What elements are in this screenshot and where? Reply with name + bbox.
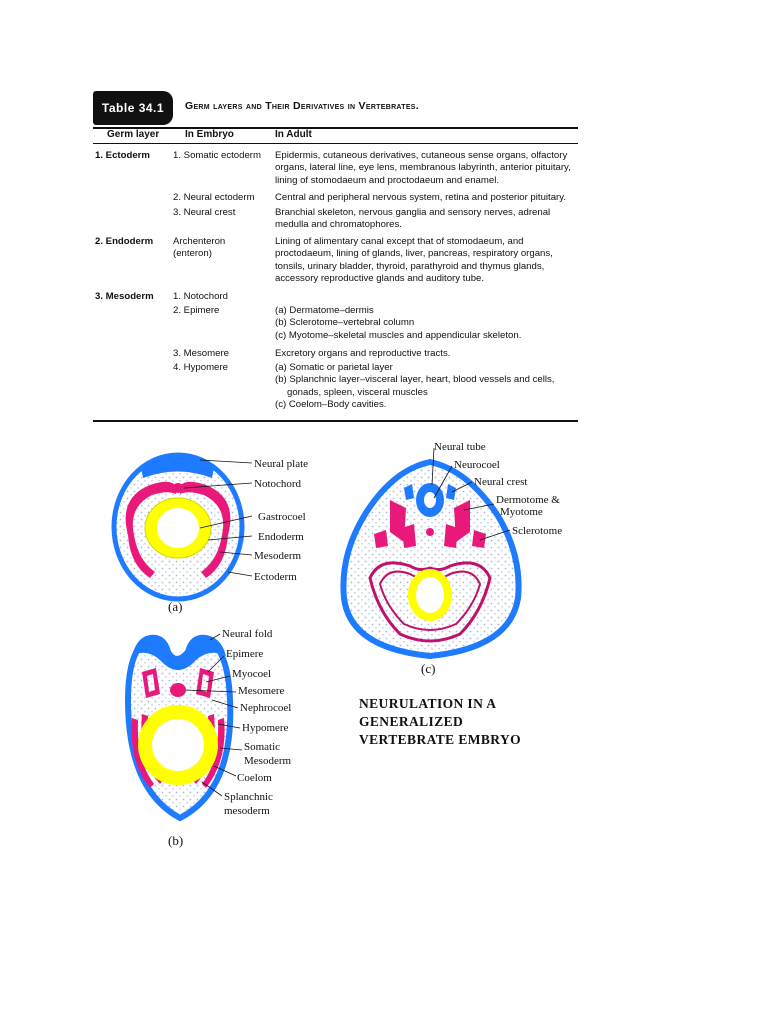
- label-splanchnic-mesoderm: mesoderm: [224, 805, 270, 817]
- row-embryo: 4. Hypomere: [173, 362, 228, 373]
- adult-line: (b) Splanchnic layer–visceral layer, heart, blood vessels and cells, gonads, spleen, visceral muscles: [275, 374, 555, 398]
- gastrocoel: [157, 508, 199, 548]
- figure-title-line-2: GENERALIZED: [359, 714, 464, 729]
- row-embryo: 2. Neural ectoderm: [173, 192, 255, 203]
- label-somatic-mesoderm: Mesoderm: [244, 755, 292, 767]
- label-neural-fold: Neural fold: [222, 628, 273, 640]
- row-embryo: 1. Notochord: [173, 291, 228, 302]
- label-sclerotome: Sclerotome: [512, 525, 563, 537]
- row-adult: Central and peripheral nervous system, retina and posterior pituitary.: [275, 192, 566, 203]
- caption-a: (a): [168, 599, 183, 614]
- label-hypomere: Hypomere: [242, 722, 289, 734]
- row-embryo: 3. Mesomere: [173, 348, 229, 359]
- label-somatic: Somatic: [244, 741, 281, 753]
- label-dermotome: Dermotome &: [496, 494, 560, 506]
- label-mesoderm: Mesoderm: [254, 550, 302, 562]
- adult-line: (a) Dermatome–dermis: [275, 305, 374, 316]
- adult-line: (b) Sclerotome–vertebral column: [275, 317, 415, 329]
- col-header-in-adult: In Adult: [275, 129, 312, 140]
- row-embryo: 2. Epimere: [173, 305, 220, 316]
- label-neural-crest: Neural crest: [474, 476, 528, 488]
- label-myocoel: Myocoel: [232, 668, 272, 680]
- label-epimere: Epimere: [226, 648, 264, 660]
- adult-line: (c) Myotome–skeletal muscles and appendicular skeleton.: [275, 329, 522, 341]
- label-neurocoel: Neurocoel: [454, 459, 500, 471]
- label-mesomere: Mesomere: [238, 685, 285, 697]
- row-layer-ectoderm: 1. Ectoderm: [95, 150, 150, 161]
- notochord: [170, 683, 186, 697]
- label-neural-tube: Neural tube: [434, 441, 486, 453]
- table-title: Germ layers and Their Derivatives in Vertebrates.: [185, 100, 419, 112]
- row-embryo: 3. Neural crest: [173, 207, 236, 218]
- caption-b: (b): [168, 833, 184, 848]
- figure-title-line-1: NEURULATION IN A: [359, 696, 497, 711]
- row-layer-mesoderm: 3. Mesoderm: [95, 291, 154, 302]
- label-neural-plate: Neural plate: [254, 458, 309, 470]
- table-number-label: Table 34.1: [93, 91, 173, 125]
- diagram-c-cross-section: [343, 441, 562, 676]
- notochord: [172, 483, 184, 493]
- sclerotome: [402, 524, 416, 548]
- leader-line: [228, 572, 252, 576]
- label-nephrocoel: Nephrocoel: [240, 702, 292, 714]
- adult-line: (c) Coelom–Body cavities.: [275, 398, 387, 410]
- sclerotome: [444, 524, 458, 548]
- col-header-germ-layer: Germ layer: [107, 129, 160, 140]
- neurocoel: [424, 492, 436, 508]
- row-adult: Epidermis, cutaneous derivatives, cutaneous sense organs, olfactory organs, lateral line, eye lens, membranous labyrinth, anterior pituitary, lining of stomodaeum and proctodaeum and enamel.: [275, 150, 571, 186]
- col-header-in-embryo: In Embryo: [185, 129, 234, 140]
- label-gastrocoel: Gastrocoel: [258, 511, 306, 523]
- row-embryo: Archenteron (enteron): [173, 236, 226, 260]
- row-layer-endoderm: 2. Endoderm: [95, 236, 154, 247]
- notochord: [426, 528, 434, 536]
- label-myotome: Myotome: [500, 506, 543, 518]
- adult-line: (a) Somatic or parietal layer: [275, 362, 393, 373]
- row-adult: Excretory organs and reproductive tracts.: [275, 348, 451, 359]
- row-adult: Lining of alimentary canal except that of stomodaeum, and proctodaeum, lining of glands, liver, pancreas, respiratory organs, tonsils, urinary bladder, thyroid, parathyroid and thymus glands, accessory reproductive glands and auditory tube.: [275, 236, 553, 284]
- figure-title-line-3: VERTEBRATE EMBRYO: [359, 732, 521, 747]
- caption-c: (c): [421, 661, 436, 676]
- diagram-b-cross-section: [128, 628, 291, 848]
- gut-lumen: [416, 577, 444, 613]
- label-coelom: Coelom: [237, 772, 272, 784]
- row-adult: Branchial skeleton, nervous ganglia and sensory nerves, adrenal medulla and chromatophores.: [275, 207, 551, 231]
- label-notochord: Notochord: [254, 478, 302, 490]
- archenteron: [152, 719, 204, 771]
- label-ectoderm: Ectoderm: [254, 571, 297, 583]
- label-endoderm: Endoderm: [258, 531, 304, 543]
- label-splanchnic: Splanchnic: [224, 791, 273, 803]
- row-embryo: 1. Somatic ectoderm: [173, 150, 261, 161]
- diagram-a-cross-section: [114, 455, 308, 614]
